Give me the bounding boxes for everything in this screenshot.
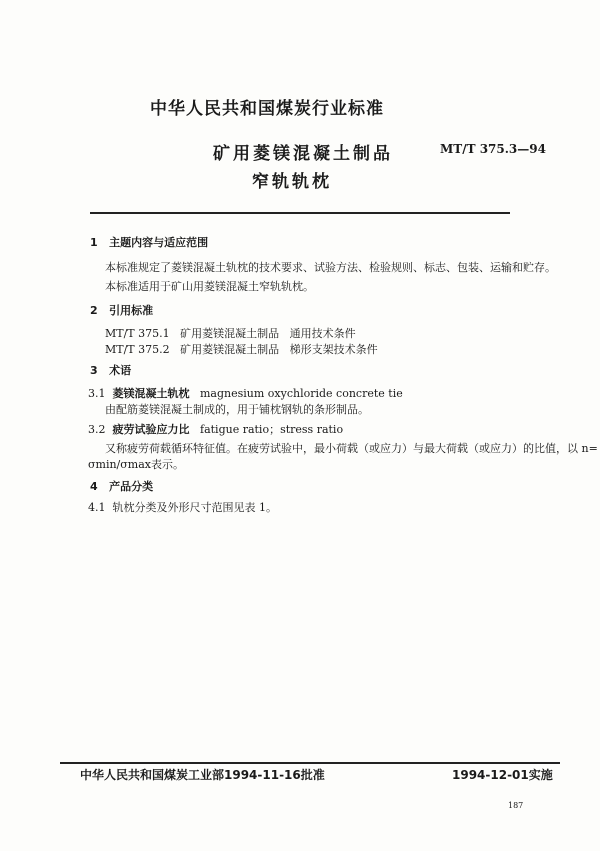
document-subtitle: 窄轨轨枕 — [252, 172, 332, 192]
approval-date: 中华人民共和国煤炭工业部1994-11-16批准 — [80, 768, 325, 782]
page-number: 187 — [508, 801, 524, 810]
section-number: 2 — [90, 304, 98, 317]
ref-name: 矿用菱镁混凝土制品 — [180, 327, 280, 340]
section-title: 引用标准 — [109, 304, 154, 317]
reference-item — [105, 344, 378, 355]
issuing-body-heading: 中华人民共和国煤炭行业标准 — [150, 99, 384, 119]
term-en: magnesium oxychloride concrete tie — [200, 387, 403, 400]
effective-date: 1994-12-01实施 — [452, 768, 553, 782]
term-en: fatigue ratio；stress ratio — [200, 423, 344, 436]
term-cn: 菱镁混凝土轨枕 — [112, 387, 190, 400]
reference-item — [105, 328, 356, 339]
section-title: 术语 — [109, 364, 132, 377]
ref-code: MT/T 375.2 — [105, 343, 170, 356]
section-4-heading — [90, 481, 153, 492]
section-number: 1 — [90, 236, 98, 249]
term-cn: 疲劳试验应力比 — [112, 423, 190, 436]
footer-rule — [60, 762, 560, 764]
header-rule — [90, 212, 510, 214]
term-3-1 — [88, 388, 403, 399]
section-title: 主题内容与适应范围 — [109, 236, 209, 249]
clause-text: 轨枕分类及外形尺寸范围见表 1。 — [112, 501, 277, 514]
term-definition-cont: σmin/σmax表示。 — [88, 458, 184, 471]
clause-number: 4.1 — [88, 501, 106, 514]
section-number: 4 — [90, 480, 98, 493]
section-2-heading — [90, 305, 153, 316]
ref-sub: 梯形支架技术条件 — [289, 343, 378, 356]
term-definition: 又称疲劳荷载循环特征值。在疲劳试验中，最小荷载（或应力）与最大荷载（或应力）的比值，以 n= — [105, 442, 598, 455]
ref-name: 矿用菱镁混凝土制品 — [180, 343, 280, 356]
paragraph: 本标准规定了菱镁混凝土轨枕的技术要求、试验方法、检验规则、标志、包装、运输和贮存。 — [105, 261, 556, 274]
standard-code: MT/T 375.3—94 — [440, 142, 546, 156]
section-1-heading — [90, 237, 208, 248]
clause-4-1 — [88, 502, 277, 513]
section-title: 产品分类 — [109, 480, 154, 493]
term-definition: 由配筋菱镁混凝土制成的，用于铺枕钢轨的条形制品。 — [105, 403, 369, 416]
section-number: 3 — [90, 364, 98, 377]
paragraph: 本标准适用于矿山用菱镁混凝土窄轨轨枕。 — [105, 280, 314, 293]
section-3-heading — [90, 365, 131, 376]
term-number: 3.1 — [88, 387, 106, 400]
document-title: 矿用菱镁混凝土制品 — [213, 144, 393, 164]
term-number: 3.2 — [88, 423, 106, 436]
ref-code: MT/T 375.1 — [105, 327, 170, 340]
ref-sub: 通用技术条件 — [289, 327, 356, 340]
term-3-2 — [88, 424, 343, 435]
